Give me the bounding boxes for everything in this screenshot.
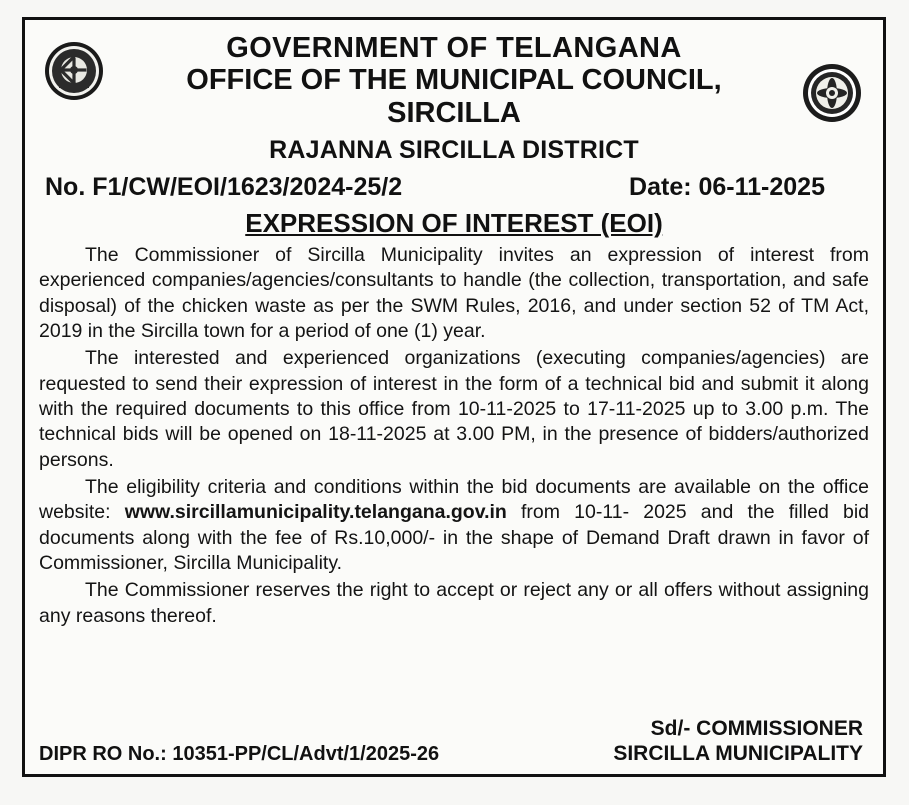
reference-date: Date: 06-11-2025	[629, 172, 825, 201]
government-title: GOVERNMENT OF TELANGANA	[226, 32, 682, 64]
paragraph-4: The Commissioner reserves the right to accept or reject any or all offers without assigning any reasons thereof.	[39, 579, 869, 627]
reference-number: No. F1/CW/EOI/1623/2024-25/2	[45, 172, 403, 201]
dipr-ro-number: DIPR RO No.: 10351-PP/CL/Advt/1/2025-26	[39, 743, 440, 765]
paragraph-3-before: The eligibility criteria and conditions within the bid documents are available on the office website:	[39, 476, 869, 524]
telangana-municipality-emblem-icon	[801, 62, 863, 124]
office-title-line1: OFFICE OF THE MUNICIPAL COUNCIL,	[186, 64, 722, 97]
eoi-notice-box	[22, 17, 886, 777]
notice-header	[39, 32, 869, 239]
paragraph-2: The interested and experienced organizations (executing companies/agencies) are requested to send their expression of interest in the form of a technical bid and submit it along with the required documents to this office from 10-11-2025 to 17-11-2025 up to 3.00 p.m. The technical bids will be opened on 18-11-2025 at 3.00 PM, in the presence of bidders/authorized persons.	[39, 347, 869, 471]
reference-row	[45, 173, 865, 202]
notice-title: EXPRESSION OF INTEREST (EOI)	[245, 207, 663, 238]
india-state-emblem-icon	[43, 40, 105, 102]
district-title: RAJANNA SIRCILLA DISTRICT	[269, 135, 639, 164]
notice-body	[39, 243, 869, 629]
paragraph-3	[39, 475, 869, 576]
signature-line: Sd/- COMMISSIONER	[650, 717, 863, 741]
office-title-line2: SIRCILLA	[387, 96, 521, 129]
signature-office: SIRCILLA MUNICIPALITY	[613, 742, 863, 765]
paragraph-1: The Commissioner of Sircilla Municipality invites an expression of interest from experienced companies/agencies/consultants to handle (the collection, transportation, and safe disposal) of the chicken waste as per the SWM Rules, 2016, and under section 52 of TM Act, 2019 in the Sircilla town for a period of one (1) year.	[39, 243, 869, 343]
paragraph-3-after: from 10-11- 2025 and the filled bid documents along with the fee of Rs.10,000/- in the shape of Demand Draft drawn in favor of Commissioner, Sircilla Municipality.	[39, 501, 870, 575]
website-link[interactable]: www.sircillamunicipality.telangana.gov.in	[124, 501, 507, 524]
notice-footer	[39, 717, 869, 766]
footer-row	[39, 742, 869, 766]
